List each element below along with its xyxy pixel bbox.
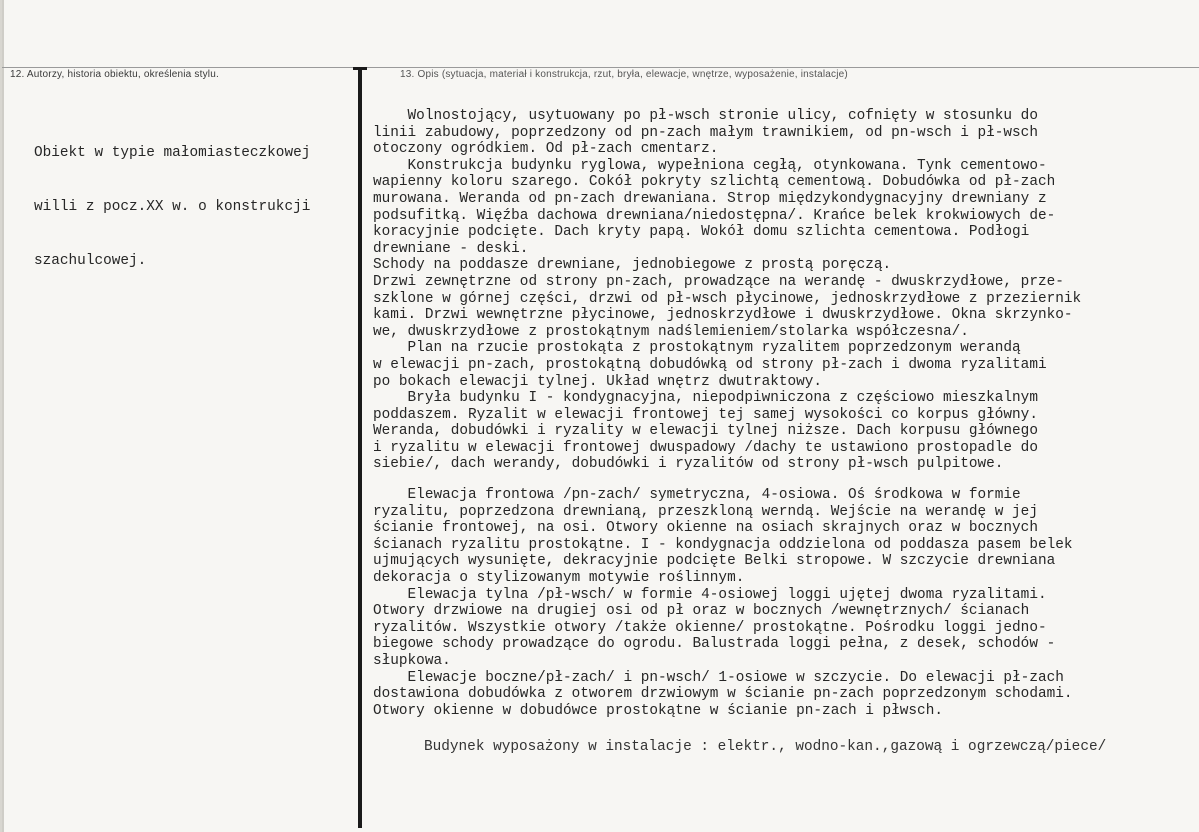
description-line: podsufitką. Więźba dachowa drewniana/niedostępna/. Krańce belek krokwiowych de- <box>373 207 1056 224</box>
building-description <box>373 108 1199 728</box>
description-line: siebie/, dach werandy, dobudówki i ryzalitów od strony pł-wsch pulpitowe. <box>373 456 1004 473</box>
description-line: linii zabudowy, poprzedzony od pn-zach małym trawnikiem, od pn-wsch i pł-wsch <box>373 124 1038 141</box>
description-line: Weranda, dobudówki i ryzality w elewacji tylnej niższe. Dach korpusu głównego <box>373 423 1038 440</box>
description-line: ścianie frontowej, na osi. Otwory okienne na osiach skrajnych oraz w bocznych <box>373 520 1038 537</box>
description-block-elevations <box>373 487 1199 719</box>
description-line: w elewacji pn-zach, prostokątną dobudówką od strony pł-zach i dwoma ryzalitami <box>373 356 1047 373</box>
description-block-general <box>373 108 1199 473</box>
description-line: Otwory drzwiowe na drugiej osi od pł oraz w bocznych /wewnętrznych/ ścianach <box>373 603 1030 620</box>
description-line: biegowe schody prowadzące do ogrodu. Balustrada loggi pełna, z desek, schodów - <box>373 636 1056 653</box>
description-line: Bryła budynku I - kondygnacyjna, niepodpiwniczona z częściowo mieszkalnym <box>373 390 1038 407</box>
description-line: Drzwi zewnętrzne od strony pn-zach, prowadzące na werandę - dwuskrzydłowe, prze- <box>373 273 1064 290</box>
description-line: ujmujących wysunięte, dekracyjnie podcięte Belki stropowe. W szczycie drewniana <box>373 553 1056 570</box>
description-line: słupkowa. <box>373 653 451 669</box>
description-line: murowana. Weranda od pn-zach drewaniana. Strop międzykondygnacyjny drewniany z <box>373 190 1047 207</box>
style-description <box>34 108 354 306</box>
description-line: szklone w górnej części, drzwi od pł-wsch płycinowe, jednoskrzydłowe z przeziernik <box>373 290 1082 307</box>
description-line: Plan na rzucie prostokąta z prostokątnym ryzalitem poprzedzonym werandą <box>373 340 1021 357</box>
description-line: wapienny koloru szarego. Cokół pokryty szlichtą cementową. Dobudówka od pł-zach <box>373 174 1056 191</box>
page-edge <box>2 0 4 832</box>
description-line: po bokach elewacji tylnej. Układ wnętrz dwutraktowy. <box>373 373 823 390</box>
description-line: koracyjnie podcięte. Dach kryty papą. Wokół domu szlichta cementowa. Podłogi <box>373 224 1030 241</box>
description-line: Elewacja frontowa /pn-zach/ symetryczna, 4-osiowa. Oś środkowa w formie <box>373 487 1021 504</box>
description-line: we, dwuskrzydłowe z prostokątnym nadślemieniem/stolarka współczesna/. <box>373 323 969 340</box>
description-line: Wolnostojący, usytuowany po pł-wsch stronie ulicy, cofnięty w stosunku do <box>373 108 1038 124</box>
description-line: ścianach ryzalitu prostokątne. I - kondygnacja oddzielona od poddasza pasem belek <box>373 536 1073 553</box>
section-13-heading: 13. Opis (sytuacja, materiał i konstrukcja, rzut, bryła, elewacje, wnętrze, wyposażenie, instalacje) <box>400 69 848 80</box>
description-line: kami. Drzwi wewnętrzne płycinowe, jednoskrzydłowe i dwuskrzydłowe. Okna skrzynko- <box>373 307 1073 324</box>
header-rule <box>2 67 1199 68</box>
description-line: ryzalitów. Wszystkie otwory /także okienne/ prostokątne. Pośrodku loggi jedno- <box>373 619 1047 636</box>
style-line: szachulcowej. <box>34 253 147 269</box>
description-line: Otwory okienne w dobudówce prostokątne w ścianie pn-zach i płwsch. <box>373 702 943 719</box>
description-line: i ryzalitu w elewacji frontowej dwuspadowy /dachy te ustawiono prostopadle do <box>373 439 1038 456</box>
description-line: ryzalitu, poprzedzona drewnianą, przeszkloną werndą. Wejście na werandę w jej <box>373 503 1038 520</box>
description-line: Elewacja tylna /pł-wsch/ w formie 4-osiowej loggi ujętej dwoma ryzalitami. <box>373 586 1047 603</box>
description-line: drewniane - deski. <box>373 240 529 257</box>
description-line: Elewacje boczne/pł-zach/ i pn-wsch/ 1-osiowe w szczycie. Do elewacji pł-zach <box>373 669 1064 686</box>
description-line: otoczony ogródkiem. Od pł-zach cmentarz. <box>373 141 719 158</box>
description-line: dostawiona dobudówka z otworem drzwiowym w ścianie pn-zach poprzedzonym schodami. <box>373 686 1073 703</box>
installations-note: Budynek wyposażony w instalacje : elektr., wodno-kan.,gazową i ogrzewczą/piece/ <box>424 739 1107 755</box>
description-line: poddaszem. Ryzalit w elewacji frontowej tej samej wysokości co korpus główny. <box>373 406 1038 423</box>
column-divider <box>358 70 362 828</box>
description-line: dekoracja o stylizowanym motywie roślinnym. <box>373 570 745 587</box>
section-12-heading: 12. Autorzy, historia obiektu, określenia stylu. <box>10 69 219 80</box>
style-line: Obiekt w typie małomiasteczkowej <box>34 145 311 161</box>
description-line: Konstrukcja budynku ryglowa, wypełniona cegłą, otynkowana. Tynk cementowo- <box>373 157 1047 174</box>
paragraph-gap <box>373 473 1199 487</box>
description-line: Schody na poddasze drewniane, jednobiegowe z prostą poręczą. <box>373 257 892 274</box>
style-line: willi z pocz.XX w. o konstrukcji <box>34 199 311 215</box>
